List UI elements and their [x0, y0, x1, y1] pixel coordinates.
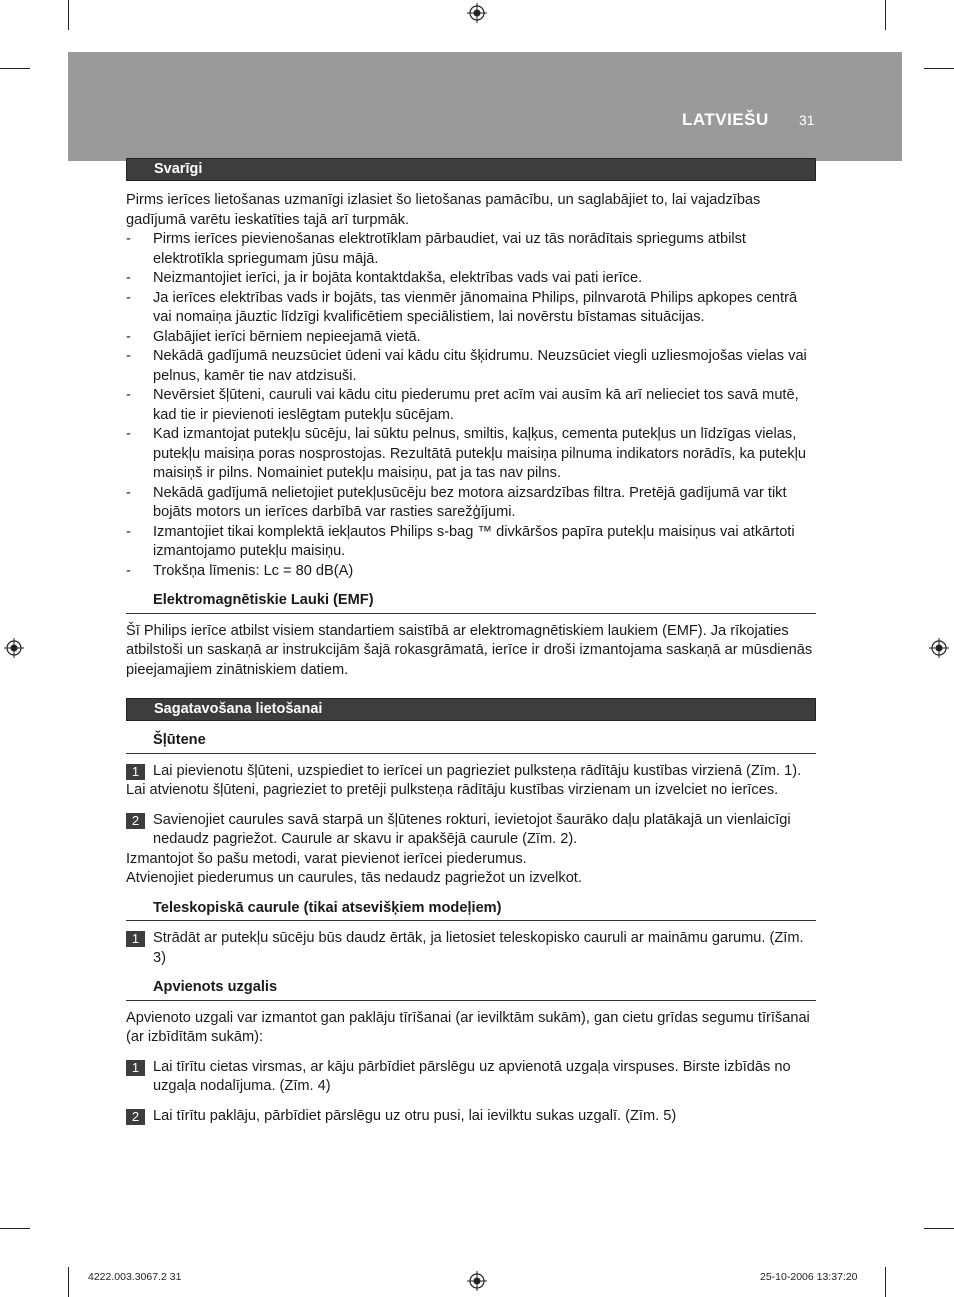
step-text: Lai pievienotu šļūteni, uzspiediet to ierīcei un pagrieziet pulksteņa rādītāju kustības virzienā (Zīm. 1). [153, 762, 802, 779]
list-item: - Nevērsiet šļūteni, cauruli vai kādu citu piederumu pret acīm vai ausīm kā arī nelieciet tos savā mutē, kad tie ir pievienoti ieslēgtam putekļu sūcējam. [126, 386, 816, 425]
important-list [126, 230, 816, 581]
footer-document-code: 4222.003.3067.2 31 [88, 1271, 182, 1283]
crop-mark [924, 1228, 954, 1229]
hose-note-2b: Atvienojiet piederumus un caurules, tās nedaudz pagriežot un izvelkot. [126, 870, 582, 886]
page-number: 31 [799, 112, 815, 128]
step-number-badge: 1 [126, 764, 145, 780]
nozzle-intro: Apvienoto uzgali var izmantot gan paklāju tīrīšanai (ar ievilktām sukām), gan cietu grīdas segumu tīrīšanai (ar izbīdītām sukām): [126, 1009, 810, 1045]
header-band [68, 52, 902, 161]
nozzle-step-1 [126, 1058, 816, 1097]
list-item: - Ja ierīces elektrības vads ir bojāts, tas vienmēr jānomaina Philips, pilnvarotā Philips apkopes centrā vai nomaiņa jāuztic līdzīgi kvalificētiem speciālistiem, lai novērstu bīstamas situācijas. [126, 289, 816, 328]
crop-mark [924, 68, 954, 69]
crop-mark [885, 1267, 886, 1297]
list-item: - Trokšņa līmenis: Lc = 80 dB(A) [126, 562, 816, 582]
hose-note-2a: Izmantojot šo pašu metodi, varat pievienot ierīcei piederumus. [126, 850, 527, 867]
list-item: - Pirms ierīces pievienošanas elektrotīklam pārbaudiet, vai uz tās norādītais spriegums atbilst elektrotīkla spriegumam jūsu mājā. [126, 230, 816, 269]
hose-step-1 [126, 762, 816, 782]
step-number-badge: 2 [126, 1109, 145, 1125]
step-text: Lai tīrītu cietas virsmas, ar kāju pārbīdiet pārslēgu uz apvienotā uzgaļa virspuses. Birste izbīdās no uzgaļa nodalījuma. (Zīm. 4) [153, 1058, 791, 1094]
important-intro: Pirms ierīces lietošanas uzmanīgi izlasiet šo lietošanas pamācību, un saglabājiet to, lai vajadzības gadījumā varētu ieskatīties tajā arī turpmāk. [126, 192, 761, 228]
nozzle-step-2 [126, 1107, 816, 1127]
footer-timestamp: 25-10-2006 13:37:20 [760, 1271, 858, 1283]
telescopic-step-1 [126, 929, 816, 968]
list-item: - Nekādā gadījumā nelietojiet putekļusūcēju bez motora aizsardzības filtra. Pretējā gadījumā var tikt bojāts motors un ierīces darbībā var rasties sarežģījumi. [126, 484, 816, 523]
list-item: - Kad izmantojat putekļu sūcēju, lai sūktu pelnus, smiltis, kaļķus, cementa putekļus un līdzīgas vielas, putekļu maisiņa poras nosprostojas. Rezultātā putekļu maisiņa pilnuma indikators norādīs, ka putekļu maisiņš ir pilns. Nomainiet putekļu maisiņu, pat ja tas nav pilns. [126, 425, 816, 484]
step-text: Strādāt ar putekļu sūcēju būs daudz ērtāk, ja lietosiet teleskopisko cauruli ar maināmu garumu. (Zīm. 3) [153, 930, 804, 966]
page-content [126, 158, 816, 1126]
list-item: - Nekādā gadījumā neuzsūciet ūdeni vai kādu citu šķidrumu. Neuzsūciet viegli uzliesmojošas vielas vai pelnus, kamēr tie nav atdzisuši. [126, 347, 816, 386]
crop-mark [68, 0, 69, 30]
section-title-important: Svarīgi [126, 158, 816, 181]
nozzle-heading: Apvienots uzgalis [126, 978, 816, 1001]
section-title-preparation: Sagatavošana lietošanai [126, 698, 816, 721]
emf-text: Šī Philips ierīce atbilst visiem standartiem saistībā ar elektromagnētiskiem laukiem (EMF). Ja rīkojaties atbilstoši un saskaņā ar instrukcijām šajā rokasgrāmatā, ierīce ir droši izmantojama saskaņā ar mūsdienās pieejamajiem zinātniskiem datiem. [126, 622, 813, 678]
registration-mark-icon [4, 638, 24, 658]
step-number-badge: 2 [126, 813, 145, 829]
crop-mark [885, 0, 886, 30]
step-text: Savienojiet caurules savā starpā un šļūtenes rokturi, ievietojot šaurāko daļu platākajā un vienlaicīgi nedaudz pagriežot. Caurule ar skavu ir apakšējā caurule (Zīm. 2). [153, 811, 791, 847]
registration-mark-icon [929, 638, 949, 658]
language-title: LATVIEŠU [682, 110, 769, 129]
telescopic-heading: Teleskopiskā caurule (tikai atsevišķiem modeļiem) [126, 899, 816, 922]
list-item: - Neizmantojiet ierīci, ja ir bojāta kontaktdakša, elektrības vads vai pati ierīce. [126, 269, 816, 289]
crop-mark [0, 1228, 30, 1229]
list-item: - Glabājiet ierīci bērniem nepieejamā vietā. [126, 328, 816, 348]
list-item: - Izmantojiet tikai komplektā iekļautos Philips s-bag ™ divkāršos papīra putekļu maisiņus vai atkārtoti izmantojamo putekļu maisiņu. [126, 523, 816, 562]
emf-heading: Elektromagnētiskie Lauki (EMF) [126, 591, 816, 614]
step-number-badge: 1 [126, 931, 145, 947]
registration-mark-icon [467, 3, 487, 23]
step-number-badge: 1 [126, 1060, 145, 1076]
registration-mark-icon [467, 1271, 487, 1291]
step-text: Lai tīrītu paklāju, pārbīdiet pārslēgu uz otru pusi, lai ievilktu sukas uzgalī. (Zīm. 5) [153, 1107, 677, 1124]
crop-mark [68, 1267, 69, 1297]
hose-step-2 [126, 811, 816, 850]
hose-note-1: Lai atvienotu šļūteni, pagrieziet to pretēji pulksteņa rādītāju kustības virzienam un izvelciet no ierīces. [126, 782, 779, 798]
crop-mark [0, 68, 30, 69]
hose-heading: Šļūtene [126, 731, 816, 754]
